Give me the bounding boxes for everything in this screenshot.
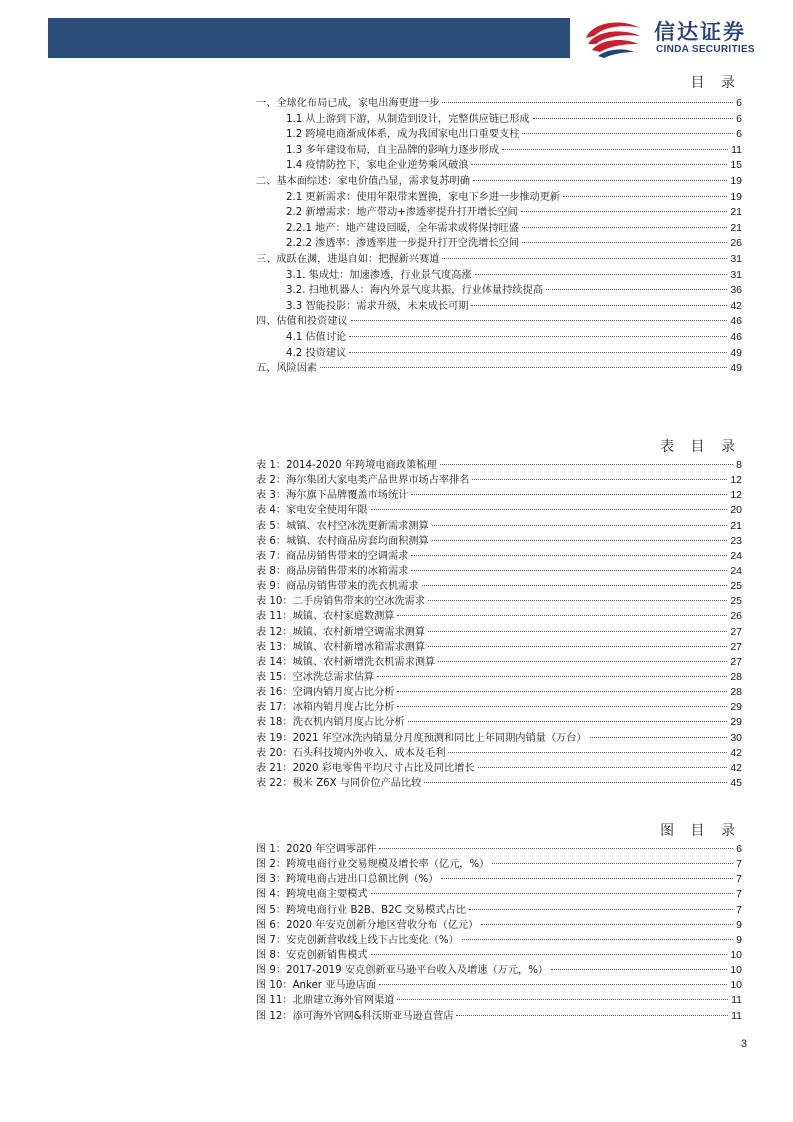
table-entry-label: 表 5：城镇、农村空冰洗更新需求测算 — [256, 520, 429, 532]
figure-entry[interactable] — [256, 916, 742, 931]
dot-leader — [371, 893, 734, 894]
dot-leader — [371, 954, 728, 955]
dot-leader — [379, 984, 727, 985]
dot-leader — [408, 721, 728, 722]
table-entry-page: 27 — [730, 625, 742, 638]
figure-entry-page: 9 — [736, 918, 742, 931]
dot-leader — [438, 661, 727, 662]
table-entry-label: 表 7：商品房销售带来的空调需求 — [256, 550, 409, 562]
figure-entry-label: 图 10：Anker 亚马逊店面 — [256, 980, 377, 992]
dot-leader — [456, 1015, 728, 1016]
dot-leader — [428, 646, 727, 647]
figure-index-list — [256, 840, 742, 1022]
toc-entry-page: 26 — [730, 237, 742, 250]
logo-english-text: CINDA SECURITIES — [656, 44, 755, 55]
toc-entry[interactable] — [256, 344, 742, 360]
table-entry[interactable] — [256, 744, 742, 759]
table-entry-page: 29 — [730, 716, 742, 729]
table-entry[interactable] — [256, 774, 742, 789]
table-entry-page: 12 — [730, 489, 742, 502]
table-entry-page: 25 — [730, 580, 742, 593]
toc-entry-page: 19 — [730, 174, 742, 187]
cinda-logo-icon — [582, 14, 644, 62]
dot-leader — [478, 767, 728, 768]
toc-entry-label: 2.2 新增需求：地产带动+渗透率提升打开增长空间 — [286, 207, 518, 219]
toc-entry-label: 1.2 跨境电商渐成体系，成为我国家电出口重要支柱 — [286, 129, 520, 141]
dot-leader — [320, 367, 727, 368]
toc-entry-label: 1.4 疫情防控下，家电企业逆势乘风破浪 — [286, 160, 469, 172]
table-entry-page: 28 — [730, 670, 742, 683]
figure-entry[interactable] — [256, 961, 742, 976]
table-entry-page: 21 — [730, 519, 742, 532]
toc-entry[interactable] — [256, 188, 742, 204]
dot-leader — [441, 878, 733, 879]
dot-leader — [590, 737, 728, 738]
dot-leader — [351, 320, 728, 321]
toc-entry-label: 二、基本面综述：家电价值凸显，需求复苏明确 — [256, 175, 470, 187]
dot-leader — [428, 631, 727, 632]
table-entry-label: 表 9：商品房销售带来的洗衣机需求 — [256, 581, 419, 593]
dot-leader — [442, 258, 727, 259]
table-entry[interactable] — [256, 577, 742, 592]
dot-leader — [397, 706, 727, 707]
table-entry-label: 表 21：2020 彩电零售平均尺寸占比及同比增长 — [256, 762, 475, 774]
table-entry-page: 28 — [730, 686, 742, 699]
table-entry-label: 表 14：城镇、农村新增洗衣机需求测算 — [256, 656, 436, 668]
toc-entry-page: 31 — [730, 268, 742, 281]
table-entry[interactable] — [256, 713, 742, 728]
table-entry-label: 表 11：城镇、农村家庭数测算 — [256, 611, 395, 623]
toc-entry[interactable] — [256, 125, 742, 141]
dot-leader — [475, 274, 728, 275]
table-entry[interactable] — [256, 668, 742, 683]
toc-entry-label: 五、风险因素 — [256, 363, 318, 375]
figure-entry-label: 图 9：2017-2019 安克创新亚马逊平台收入及增速（万元，%） — [256, 965, 549, 977]
figure-entry[interactable] — [256, 901, 742, 916]
table-entry[interactable] — [256, 623, 742, 638]
toc-entry[interactable] — [256, 312, 742, 328]
dot-leader — [471, 164, 727, 165]
figure-entry[interactable] — [256, 840, 742, 855]
table-entry-label: 表 19：2021 年空冰洗内销量分月度预测和同比上年同期内销量（万台） — [256, 732, 587, 744]
dot-leader — [471, 305, 727, 306]
dot-leader — [349, 352, 727, 353]
table-entry-page: 23 — [730, 534, 742, 547]
toc-entry[interactable] — [256, 141, 742, 157]
dot-leader — [397, 691, 727, 692]
toc-entry-page: 31 — [730, 252, 742, 265]
table-entry-page: 24 — [730, 564, 742, 577]
table-entry-page: 8 — [736, 459, 742, 471]
figure-entry[interactable] — [256, 1007, 742, 1022]
toc-entry[interactable] — [256, 250, 742, 266]
toc-entry-page: 15 — [730, 159, 742, 172]
dot-leader — [551, 969, 727, 970]
table-entry-page: 25 — [730, 595, 742, 608]
table-entry[interactable] — [256, 759, 742, 774]
table-entry[interactable] — [256, 501, 742, 516]
toc-entry-page: 6 — [736, 112, 742, 125]
dot-leader — [563, 196, 727, 197]
figure-entry-page: 11 — [731, 994, 742, 1007]
figure-entry[interactable] — [256, 885, 742, 900]
toc-entry[interactable] — [256, 359, 742, 375]
toc-entry-label: 1.3 多年建设布局，自主品牌的影响力逐步形成 — [286, 144, 500, 156]
table-index-title: 表 目 录 — [660, 439, 741, 455]
dot-leader — [411, 494, 727, 495]
figure-entry-page: 10 — [730, 979, 742, 992]
dot-leader — [422, 585, 728, 586]
table-entry[interactable] — [256, 653, 742, 668]
toc-entry[interactable] — [256, 234, 742, 250]
figure-entry-page: 7 — [736, 903, 742, 916]
table-entry[interactable] — [256, 456, 742, 471]
figure-entry-page: 7 — [736, 888, 742, 901]
figure-entry-label: 图 4：跨境电商主要模式 — [256, 889, 368, 901]
dot-leader — [424, 782, 727, 783]
table-entry-label: 表 16：空调内销月度占比分析 — [256, 687, 395, 699]
toc-entry-label: 2.1 更新需求：使用年限带来置换，家电下乡进一步推动更新 — [286, 191, 561, 203]
dot-leader — [428, 600, 727, 601]
table-entry[interactable] — [256, 638, 742, 653]
table-entry-label: 表 10：二手房销售带来的空冰洗需求 — [256, 596, 426, 608]
toc-entry[interactable] — [256, 94, 742, 110]
figure-entry-label: 图 5：跨境电商行业 B2B、B2C 交易模式占比 — [256, 904, 467, 916]
dot-leader — [481, 924, 733, 925]
figure-entry[interactable] — [256, 991, 742, 1006]
table-entry[interactable] — [256, 607, 742, 622]
figure-entry[interactable] — [256, 855, 742, 870]
toc-entry-label: 3.1. 集成灶：加速渗透，行业景气度高涨 — [286, 269, 472, 281]
toc-title: 目 录 — [690, 75, 741, 91]
dot-leader — [411, 570, 727, 571]
toc-entry-page: 42 — [730, 299, 742, 312]
dot-leader — [379, 848, 733, 849]
toc-entry[interactable] — [256, 219, 742, 235]
toc-entry-label: 2.2.2 渗透率：渗透率进一步提升打开空洗增长空间 — [286, 238, 519, 250]
figure-entry-label: 图 7：安克创新营收线上线下占比变化（%） — [256, 934, 459, 946]
dot-leader — [377, 676, 727, 677]
table-entry-page: 27 — [730, 655, 742, 668]
dot-leader — [522, 227, 727, 228]
toc-entry-label: 一、全球化布局已成，家电出海更进一步 — [256, 98, 440, 109]
toc-entry-page: 36 — [730, 284, 742, 297]
table-entry-page: 12 — [730, 474, 742, 487]
table-entry-label: 表 2：海尔集团大家电类产品世界市场占率排名 — [256, 475, 470, 487]
toc-entry-label: 2.2.1 地产：地产建设回暖，全年需求或将保持旺盛 — [286, 222, 519, 234]
toc-entry[interactable] — [256, 172, 742, 188]
toc-entry-page: 19 — [730, 190, 742, 203]
figure-entry-page: 11 — [731, 1009, 742, 1022]
dot-leader — [397, 615, 727, 616]
table-entry-label: 表 4：家电安全使用年限 — [256, 505, 368, 517]
figure-entry-label: 图 11：北鼎建立海外官网渠道 — [256, 995, 395, 1007]
page-number: 3 — [740, 1038, 747, 1050]
table-entry[interactable] — [256, 486, 742, 501]
toc-entry[interactable] — [256, 281, 742, 297]
dot-leader — [440, 464, 734, 465]
table-entry-label: 表 3：海尔旗下品牌覆盖市场统计 — [256, 490, 409, 502]
table-index-list — [256, 456, 742, 789]
toc-entry[interactable] — [256, 156, 742, 172]
table-entry-page: 45 — [730, 776, 742, 789]
table-entry[interactable] — [256, 562, 742, 577]
toc-entry-page: 49 — [730, 346, 742, 359]
dot-leader — [492, 863, 733, 864]
figure-entry[interactable] — [256, 870, 742, 885]
logo-chinese-text: 信达证券 — [654, 20, 746, 44]
table-entry-page: 29 — [730, 701, 742, 714]
toc-entry-page: 11 — [731, 143, 742, 156]
figure-entry-label: 图 2：跨境电商行业交易规模及增长率（亿元，%） — [256, 859, 490, 871]
dot-leader — [442, 102, 733, 103]
table-entry-label: 表 6：城镇、农村商品房套均面积测算 — [256, 535, 429, 547]
table-entry-label: 表 17：冰箱内销月度占比分析 — [256, 702, 395, 714]
dot-leader — [502, 149, 728, 150]
toc-entry[interactable] — [256, 266, 742, 282]
toc-entry-page: 6 — [736, 128, 742, 141]
toc-entry-page: 6 — [736, 97, 742, 109]
table-entry[interactable] — [256, 547, 742, 562]
table-entry-label: 表 15：空冰洗总需求估算 — [256, 671, 375, 683]
table-entry[interactable] — [256, 698, 742, 713]
table-entry[interactable] — [256, 517, 742, 532]
figure-entry[interactable] — [256, 976, 742, 991]
figure-entry-page: 10 — [730, 964, 742, 977]
toc-entry-page: 49 — [730, 362, 742, 375]
toc-entry-label: 3.3 智能投影：需求升级，未来成长可期 — [286, 300, 469, 312]
dot-leader — [349, 336, 727, 337]
dot-leader — [411, 555, 727, 556]
dot-leader — [371, 509, 728, 510]
toc-entry-label: 1.1 从上游到下游，从制造到设计，完整供应链已形成 — [286, 113, 530, 125]
figure-entry-page: 7 — [736, 858, 742, 871]
dot-leader — [533, 118, 734, 119]
figure-entry-label: 图 12：添可海外官网&科沃斯亚马逊直营店 — [256, 1010, 454, 1022]
table-entry[interactable] — [256, 729, 742, 744]
figure-entry-page: 10 — [730, 948, 742, 961]
toc-entry-page: 46 — [730, 315, 742, 328]
toc-entry-page: 46 — [730, 330, 742, 343]
figure-entry-label: 图 8：安克创新销售模式 — [256, 949, 368, 961]
table-entry-page: 27 — [730, 640, 742, 653]
table-entry-page: 42 — [730, 761, 742, 774]
dot-leader — [432, 525, 728, 526]
toc-entry-label: 3.2. 扫地机器人：海内外景气度共振，行业体量持续提高 — [286, 285, 543, 297]
dot-leader — [522, 133, 733, 134]
table-entry-label: 表 22：极米 Z6X 与同价位产品比较 — [256, 777, 422, 789]
figure-index-title: 图 目 录 — [660, 823, 741, 839]
table-entry-label: 表 12：城镇、农村新增空调需求测算 — [256, 626, 426, 638]
table-entry-label: 表 18：洗衣机内销月度占比分析 — [256, 717, 405, 729]
dot-leader — [472, 479, 727, 480]
table-entry-label: 表 8：商品房销售带来的冰箱需求 — [256, 565, 409, 577]
toc-entry-label: 三、成跃在渊，进退自如：把握新兴赛道 — [256, 253, 440, 265]
toc-entry-page: 21 — [730, 206, 742, 219]
figure-entry-page: 6 — [736, 843, 742, 855]
table-entry-page: 26 — [730, 610, 742, 623]
table-entry-label: 表 20：石头科技境内外收入、成本及毛利 — [256, 747, 446, 759]
dot-leader — [473, 180, 727, 181]
dot-leader — [432, 540, 728, 541]
dot-leader — [448, 752, 727, 753]
table-entry-page: 20 — [730, 504, 742, 517]
figure-entry-label: 图 6：2020 年安克创新分地区营收分布（亿元） — [256, 919, 479, 931]
dot-leader — [462, 939, 733, 940]
table-entry[interactable] — [256, 683, 742, 698]
header-banner — [48, 18, 570, 58]
toc-entry[interactable] — [256, 203, 742, 219]
table-entry[interactable] — [256, 532, 742, 547]
toc-entry[interactable] — [256, 297, 742, 313]
dot-leader — [522, 242, 727, 243]
figure-entry-label: 图 3：跨境电商占进出口总额比例（%） — [256, 874, 439, 886]
figure-entry-label: 图 1：2020 年空调零部件 — [256, 844, 377, 855]
toc-entry[interactable] — [256, 328, 742, 344]
dot-leader — [469, 909, 733, 910]
table-entry-page: 30 — [730, 731, 742, 744]
toc-list — [256, 94, 742, 375]
table-entry-label: 表 1：2014-2020 年跨境电商政策梳理 — [256, 460, 437, 471]
table-entry-page: 24 — [730, 549, 742, 562]
toc-entry-label: 四、估值和投资建议 — [256, 316, 348, 328]
dot-leader — [546, 289, 727, 290]
table-entry-page: 42 — [730, 746, 742, 759]
toc-entry[interactable] — [256, 110, 742, 126]
figure-entry[interactable] — [256, 946, 742, 961]
dot-leader — [397, 999, 728, 1000]
toc-entry-label: 4.1 估值讨论 — [286, 331, 347, 343]
figure-entry-page: 9 — [736, 933, 742, 946]
toc-entry-label: 4.2 投资建议 — [286, 347, 347, 359]
dot-leader — [521, 211, 728, 212]
toc-entry-page: 21 — [730, 221, 742, 234]
table-entry[interactable] — [256, 592, 742, 607]
figure-entry-page: 7 — [736, 873, 742, 886]
figure-entry[interactable] — [256, 931, 742, 946]
table-entry-label: 表 13：城镇、农村新增冰箱需求测算 — [256, 641, 426, 653]
table-entry[interactable] — [256, 471, 742, 486]
